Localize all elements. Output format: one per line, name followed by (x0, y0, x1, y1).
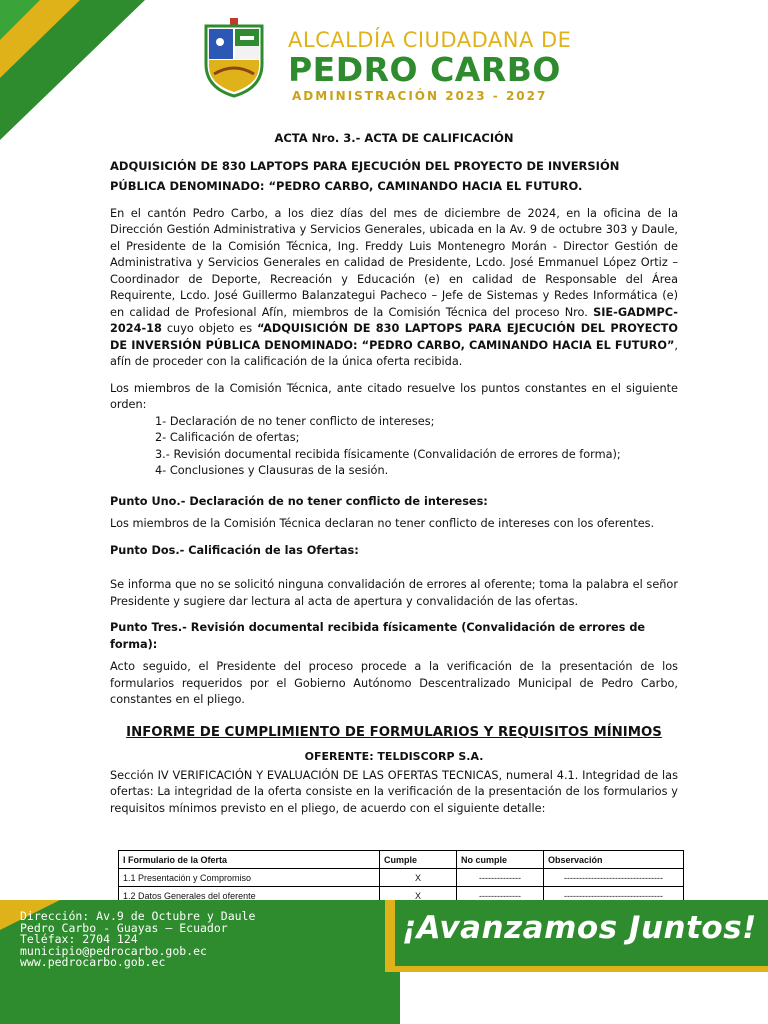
intro-process-object: “ADQUISICIÓN DE 830 LAPTOPS PARA EJECUCIÓN DEL PROYECTO DE INVERSIÓN PÚBLICA DENOMINADO: “PEDRO CARBO, CAMINANDO HACIA EL FUTURO” (110, 322, 678, 352)
table-cell: X (380, 887, 457, 905)
intro-text-part2: cuyo objeto es (161, 322, 258, 335)
footer-website: www.pedrocarbo.gob.ec (20, 955, 166, 969)
footer-email: municipio@pedrocarbo.gob.ec (20, 943, 207, 958)
table-cell: -------------- (457, 887, 544, 905)
agenda-point: 2- Calificación de ofertas; (155, 431, 300, 444)
brand-line-alcaldia: ALCALDÍA CIUDADANA DE (288, 28, 572, 52)
table-cell: -------------- (457, 869, 544, 887)
agenda-point: 3.- Revisión documental recibida físicamente (Convalidación de errores de forma); (155, 447, 621, 461)
intro-paragraph (110, 206, 678, 371)
table-header-row (119, 851, 684, 869)
agenda-point: 4- Conclusiones y Clausuras de la sesión. (155, 464, 389, 477)
table-header-cell: No cumple (457, 851, 544, 869)
footer-slogan: ¡Avanzamos Juntos! (402, 910, 757, 946)
header-brand (288, 28, 571, 104)
document-body (110, 130, 678, 817)
punto-uno-text: Los miembros de la Comisión Técnica declaran no tener conflicto de intereses con los oferentes. (110, 517, 655, 530)
requirements-table (118, 850, 684, 905)
intro-text-part1: En el cantón Pedro Carbo, a los diez días del mes de diciembre de 2024, en la oficina de la Dirección Gestión Administrativa y Servicios Generales, ubicada en la Av. 9 de octubre 303 y Daule, el Presidente de la Comisión Técnica, Ing. Freddy Luis Montenegro Morán - Director Gestión de Administrativa y Servicios Generales en calidad de Presidente, Lcdo. José Emmanuel López Ortiz – Coordinador de Deporte, Recreación y Educación (e) en calidad de Responsable del Área Requirente, Lcdo. José Guillermo Balanzategui Pacheco – Jefe de Sistemas y Redes Informática (e) en calidad de Profesional Afín, miembros de la Comisión Técnica del proceso Nro. (110, 206, 678, 319)
document-subject: ADQUISICIÓN DE 830 LAPTOPS PARA EJECUCIÓN DEL PROYECTO DE INVERSIÓN PÚBLICA DENOMINADO: “PEDRO CARBO, CAMINANDO HACIA EL FUTURO. (110, 158, 620, 193)
brand-line-administracion: ADMINISTRACIÓN 2023 - 2027 (292, 89, 548, 103)
footer-address-line1: Dirección: Av.9 de Octubre y Daule (20, 909, 256, 923)
footer-address-line2: Pedro Carbo - Guayas – Ecuador (20, 920, 228, 935)
members-intro-paragraph: Los miembros de la Comisión Técnica, ante citado resuelve los puntos constantes en el siguiente orden: (110, 381, 678, 411)
table-cell: X (380, 869, 457, 887)
table-cell: 1.1 Presentación y Compromiso (119, 869, 380, 887)
table-row (119, 869, 684, 887)
punto-tres-text: Acto seguido, el Presidente del proceso procede a la verificación de la presentación de los formularios requeridos por el Gobierno Autónomo Descentralizado Municipal de Pedro Carbo, constantes en el pliego. (110, 660, 678, 706)
brand-line-pedro-carbo: PEDRO CARBO (288, 50, 561, 89)
table-header-cell: Cumple (380, 851, 457, 869)
table-cell: --------------------------------- (544, 869, 684, 887)
footer-contact (20, 911, 255, 969)
document-title: ACTA Nro. 3.- ACTA DE CALIFICACIÓN (274, 131, 514, 145)
informe-heading: INFORME DE CUMPLIMIENTO DE FORMULARIOS Y REQUISITOS MÍNIMOS (126, 724, 662, 740)
agenda-point: 1- Declaración de no tener conflicto de intereses; (155, 414, 435, 428)
punto-dos-heading: Punto Dos.- Calificación de las Ofertas: (110, 543, 359, 557)
municipal-coat-of-arms-logo (200, 18, 268, 98)
oferente-label: OFERENTE: TELDISCORP S.A. (304, 750, 484, 763)
intro-text-part3: , afín de proceder con la calificación de la única oferta recibida. (110, 338, 678, 368)
punto-dos-text: Se informa que no se solicitó ninguna convalidación de errores al oferente; toma la palabra el señor Presidente y sugiere dar lectura al acta de apertura y convalidación de las ofertas. (110, 578, 678, 608)
footer-phone: Teléfax: 2704 124 (20, 932, 138, 946)
intro-process-code: SIE-GADMPC-2024-18 (110, 305, 678, 335)
seccion-paragraph: Sección IV VERIFICACIÓN Y EVALUACIÓN DE LAS OFERTAS TECNICAS, numeral 4.1. Integridad de las ofertas: La integridad de la oferta consiste en la verificación de la presentación de los formularios y requisitos mínimos previsto en el pliego, de acuerdo con el siguiente detalle: (110, 768, 678, 815)
punto-tres-heading: Punto Tres.- Revisión documental recibida físicamente (Convalidación de errores de forma): (110, 621, 646, 651)
table-cell: 1.2 Datos Generales del oferente (119, 887, 380, 905)
table-header-cell: Observación (544, 851, 684, 869)
agenda-points-list (155, 414, 678, 480)
table-header-cell: I Formulario de la Oferta (119, 851, 380, 869)
header-corner-decoration (0, 0, 150, 145)
punto-uno-heading: Punto Uno.- Declaración de no tener conflicto de intereses: (110, 494, 488, 508)
table-cell: --------------------------------- (544, 887, 684, 905)
